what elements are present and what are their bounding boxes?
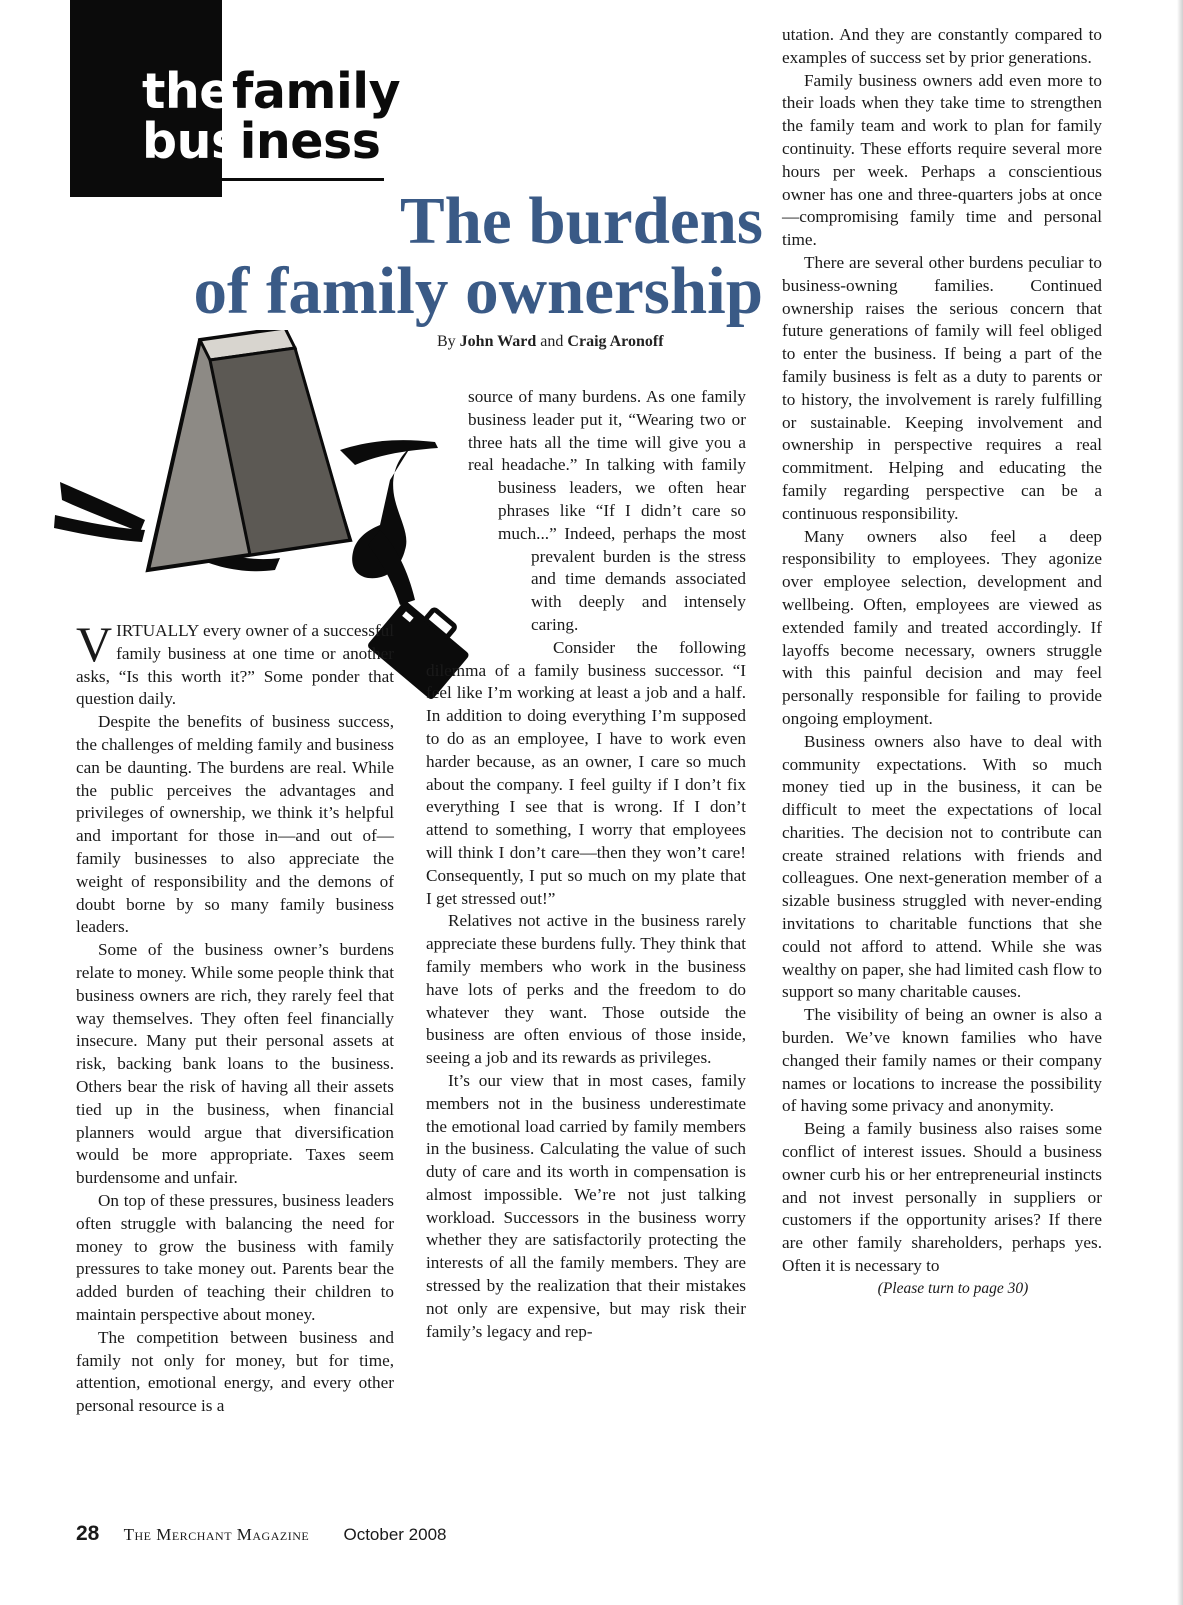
text-wrap-spacer	[426, 386, 468, 482]
byline: By John Ward and Craig Aronoff	[437, 333, 664, 350]
paragraph: source of many burdens. As one family business leader put it, “Wearing two or three hats all the time will give you a real headache.” In talking with family business leaders, we often hear phrases like “If I didn’t care so much...” Indeed, perhaps the most prevalent burden is the stress and time demands associated with deeply and intensely caring.	[468, 387, 746, 634]
article-title-line-2: of family ownership	[193, 254, 763, 328]
paragraph: Relatives not active in the business rarely appreciate these burdens fully. They think that family members who work in the business have lots of perks and the freedom to do whatever they want. Those outside the business are often envious of those inside, seeing a job and its rewards as privileges.	[426, 911, 746, 1068]
page-footer	[76, 1522, 446, 1546]
issue-date: October 2008	[343, 1525, 447, 1544]
text-wrap-spacer	[426, 482, 498, 552]
text-wrap-spacer	[426, 552, 531, 648]
section-logo	[70, 0, 400, 200]
logo-line-2: business	[142, 113, 381, 170]
column-2	[426, 386, 746, 1343]
author-2: Craig Aronoff	[567, 333, 664, 350]
magazine-name: The Merchant Magazine	[123, 1525, 310, 1544]
drop-cap: V	[76, 616, 113, 672]
column-1	[76, 616, 394, 1418]
paragraph: Despite the benefits of business success, the challenges of melding family and business can be daunting. The burdens are real. While the public perceives the advantages and privileges of ownership, we think it’s helpful and important for those in—and out of—family businesses to also appreciate the weight of responsibility and the demons of doubt borne by so many family business leaders.	[76, 712, 394, 937]
paragraph: Family business owners add even more to their loads when they take time to strengthen the family team and work to plan for family continuity. These efforts require several more hours per week. Perhaps a conscientious owner has one and three-quarters jobs at once—compromising family time and personal time.	[782, 70, 1102, 250]
paragraph: It’s our view that in most cases, family members not in the business underestimate the emotional load carried by family members in the business. Calculating the value of such duty of care and its worth in compensation is almost impossible. We’re not just talking workload. Successors in the business worry whether they are satisfactorily protecting the interests of all the family members. They are stressed by the realization that their mistakes not only are expensive, but may risk their family’s legacy and rep-	[426, 1070, 746, 1341]
continued-note: (Please turn to page 30)	[877, 1279, 1029, 1297]
paragraph: Business owners also have to deal with community expectations. With so much money tied up in the business, it can be difficult to meet the expectations of local charities. The decision not to contribute can create strained relations with friends and colleagues. One next-generation member of a sizable business struggled with never-ending invitations to charitable functions that she could not afford to attend. While she was wealthy on paper, she had limited cash flow to support so many charitable causes.	[782, 731, 1102, 1002]
paragraph: The visibility of being an owner is also a burden. We’ve known families who have changed their family names or their company names or locations to increase the possibility of having some privacy and anonymity.	[782, 1005, 1102, 1116]
paragraph: utation. And they are constantly compared to examples of success set by prior generations.	[782, 25, 1102, 67]
paragraph: Being a family business also raises some conflict of interest issues. Should a business owner curb his or her entrepreneurial instincts and not invest personally in suppliers or customers if the opportunity arises? If there are other family shareholders, perhaps yes. Often it is necessary to	[782, 1119, 1102, 1276]
paragraph: There are several other burdens peculiar to business-owning families. Continued ownership raises the serious concern that future generations of family will feel obliged to enter the business. If being a part of the family business is felt as a duty to parents or to history, the involvement is rarely fulfilling or sustainable. Keeping involvement and ownership in perspective requires a real commitment. Helping and educating the family regarding perspective can be a continuous responsibility.	[782, 252, 1102, 523]
logo-line-1: thefamily	[142, 63, 401, 120]
page-edge-shadow	[1177, 0, 1183, 1605]
paragraph: On top of these pressures, business leaders often struggle with balancing the need for money to grow the business with family pressures to take money out. Parents bear the added burden of teaching their children to maintain perspective about money.	[76, 1190, 394, 1324]
article-title-line-1: The burdens	[399, 184, 763, 258]
paragraph: Some of the business owner’s burdens relate to money. While some people think that business owners are rich, they rarely feel that way themselves. They often feel financially insecure. Many put their personal assets at risk, backing bank loans to the business. Others bear the risk of having all their assets tied up in the business, when financial planners would argue that diversification would be more appropriate. Taxes seem burdensome and unfair.	[76, 940, 394, 1188]
column-3	[782, 24, 1102, 1301]
paragraph: Many owners also feel a deep responsibility to employees. They agonize over employee selection, development and wellbeing. Often, employees are viewed as extended family and treated accordingly. If layoffs become necessary, owners struggle with this painful decision and may feel personally responsible for failing to provide ongoing employment.	[782, 526, 1102, 728]
author-1: John Ward	[459, 333, 537, 350]
logo-underline	[222, 178, 384, 181]
paragraph: VIRTUALLY every owner of a successful family business at one time or another asks, “Is this worth it?” Some ponder that question daily.	[76, 616, 394, 709]
paragraph: Consider the following dilemma of a family business successor. “I feel like I’m working at least a job and a half. In addition to doing everything I’m supposed to do as an employee, I have to work even harder because, as an owner, I care so much about the company. I feel guilty if I don’t fix everything I see that is wrong. If I don’t attend to something, I worry that employees will think I don’t care—then they won’t care! Consequently, I put so much on my plate that I get stressed out!”	[426, 637, 746, 908]
page-number: 28	[76, 1522, 100, 1545]
paragraph: The competition between business and family not only for money, but for time, attention, emotional energy, and every other personal resource is a	[76, 1327, 394, 1416]
